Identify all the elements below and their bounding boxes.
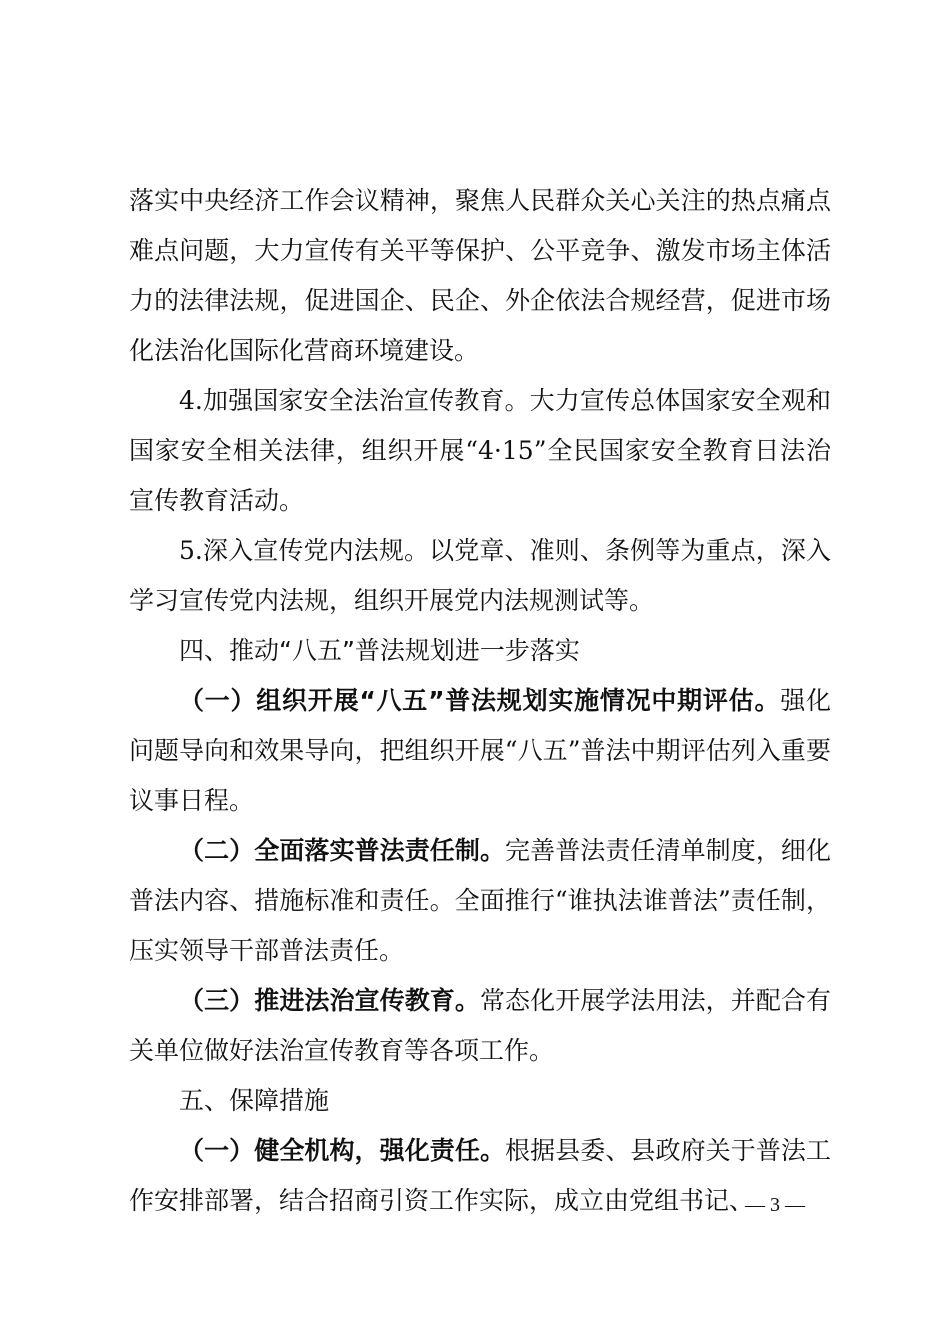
paragraph-subsection-1b [129,1126,831,1226]
paragraph-lead: （三）推进法治宣传教育。 [179,986,480,1015]
paragraph-text: 根据县委、县政府关于普法工作安排部署，结合招商引资工作实际，成立由党组书记、 [129,1136,831,1215]
paragraph-lead: （一）健全机构，强化责任。 [179,1136,506,1165]
heading-text: 四、推动“八五”普法规划进一步落实 [179,636,580,665]
document-body [129,176,831,1226]
paragraph-text: 5.深入宣传党内法规。以党章、准则、条例等为重点，深入学习宣传党内法规，组织开展党内法规测试等。 [129,536,831,615]
paragraph-subsection-2 [129,826,831,976]
section-heading-4 [129,626,831,676]
paragraph-subsection-3 [129,976,831,1076]
paragraph-text: 落实中央经济工作会议精神，聚焦人民群众关心关注的热点痛点难点问题，大力宣传有关平等保护、公平竞争、激发市场主体活力的法律法规，促进国企、民企、外企依法合规经营，促进市场化法治化国际化营商环境建设。 [129,186,831,365]
paragraph-subsection-1 [129,676,831,826]
paragraph-lead: （二）全面落实普法责任制。 [179,836,506,865]
paragraph-item-4 [129,376,831,526]
paragraph-text: 常态化开展学法用法，并配合有关单位做好法治宣传教育等各项工作。 [129,986,831,1065]
paragraph-item-5 [129,526,831,626]
paragraph-lead: （一）组织开展“八五”普法规划实施情况中期评估。 [179,686,781,715]
paragraph-text: 完善普法责任清单制度，细化普法内容、措施标准和责任。全面推行“谁执法谁普法”责任制，压实领导干部普法责任。 [129,836,831,965]
page-number: — 3 — [745,1194,805,1216]
paragraph-text: 强化问题导向和效果导向，把组织开展“八五”普法中期评估列入重要议事日程。 [129,686,831,815]
paragraph-text: 4.加强国家安全法治宣传教育。大力宣传总体国家安全观和国家安全相关法律，组织开展“4·15”全民国家安全教育日法治宣传教育活动。 [129,386,831,515]
paragraph-continued [129,176,831,376]
section-heading-5 [129,1076,831,1126]
heading-text: 五、保障措施 [179,1086,330,1115]
